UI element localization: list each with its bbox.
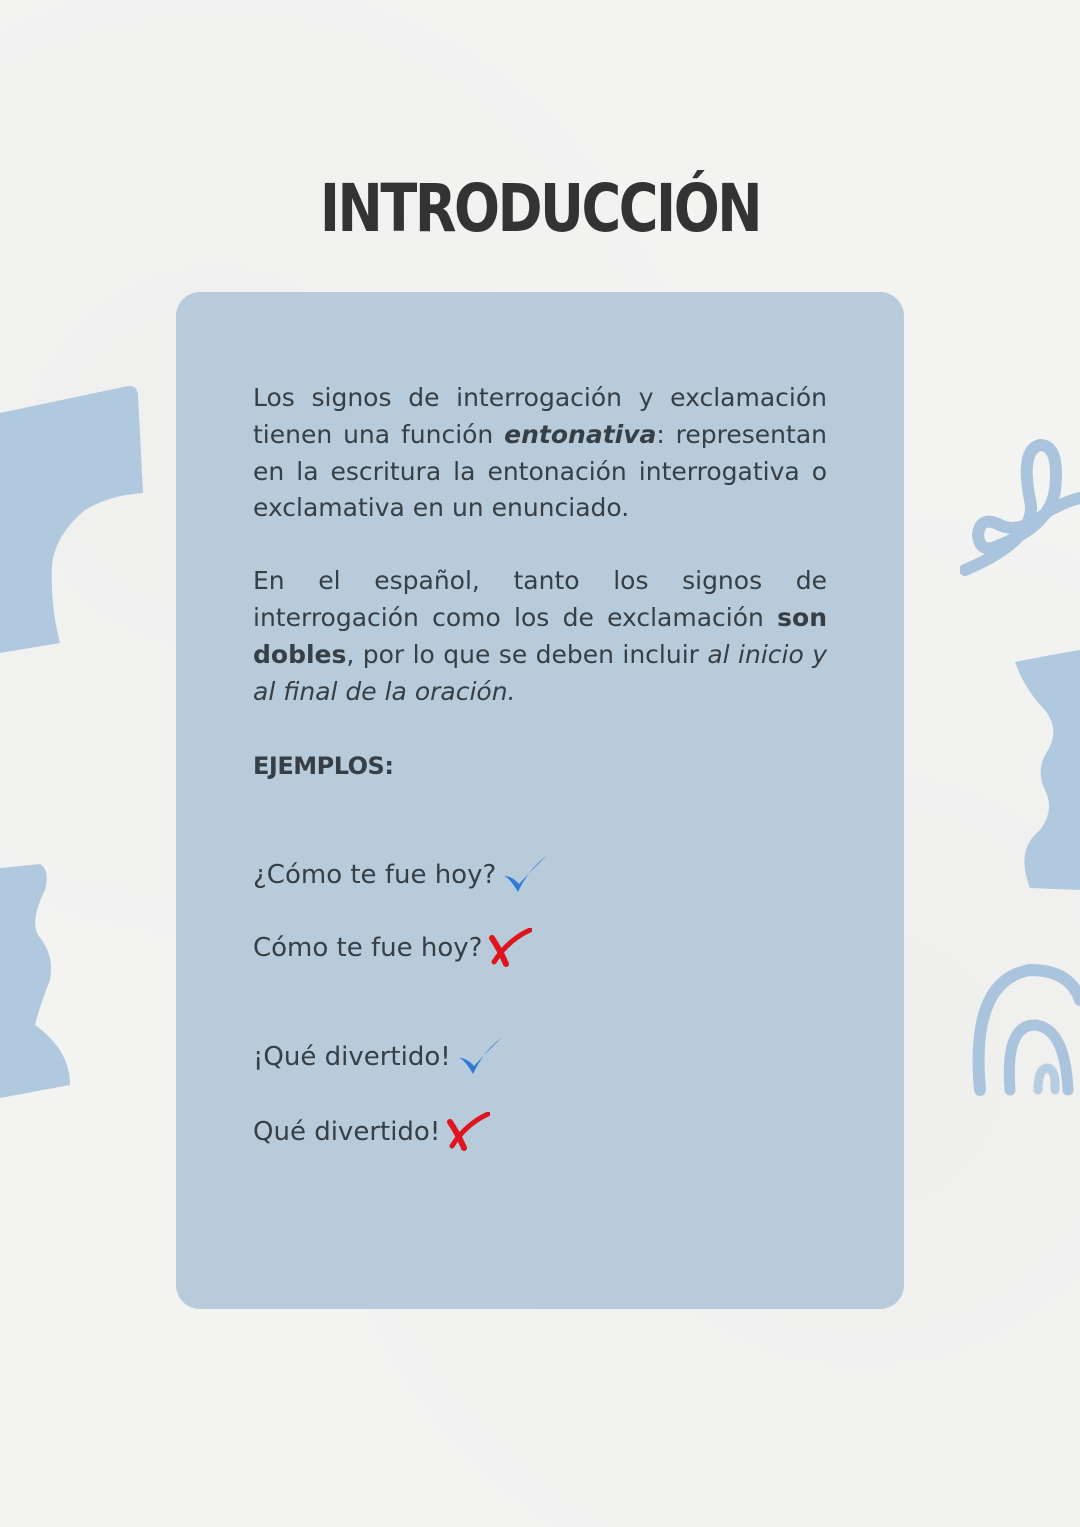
example-item xyxy=(253,1036,503,1078)
example-item xyxy=(253,928,532,968)
cross-icon xyxy=(488,928,532,968)
example-item xyxy=(253,1112,490,1152)
watercolor-block-shape-icon xyxy=(0,385,145,655)
card-content xyxy=(253,380,827,785)
paragraph2-italic: al inicio y al final de la oración. xyxy=(253,639,827,706)
example-text: Qué divertido! xyxy=(253,1117,441,1147)
example-text: ¡Qué divertido! xyxy=(253,1042,451,1072)
paragraph1-emphasis: entonativa xyxy=(504,419,657,449)
paragraph2-bold: son dobles xyxy=(253,602,827,669)
paragraph1-text: Los signos de interrogación y exclamación tienen una función xyxy=(253,383,827,449)
paragraph2-text-middle: , por lo que se deben incluir xyxy=(346,639,708,669)
paragraph1-text-end: : representan en la escritura la entonación interrogativa o exclamativa en un enunciado. xyxy=(253,419,827,523)
cross-icon xyxy=(446,1112,490,1152)
page-title: INTRODUCCIÓN xyxy=(319,170,761,247)
example-text: Cómo te fue hoy? xyxy=(253,933,483,963)
check-icon xyxy=(502,854,548,896)
paragraph2-text: En el español, tanto los signos de interrogación como los de exclamación xyxy=(253,566,827,632)
swirl-loop-icon xyxy=(960,430,1080,580)
watercolor-wave-shape-right-icon xyxy=(1010,650,1080,890)
paragraph-double-signs xyxy=(253,563,827,710)
examples-heading: EJEMPLOS: xyxy=(253,752,394,781)
check-icon xyxy=(457,1036,503,1078)
watercolor-wave-shape-left-icon xyxy=(0,860,75,1100)
rainbow-arch-icon xyxy=(960,940,1080,1100)
paragraph-function xyxy=(253,380,827,527)
example-text: ¿Cómo te fue hoy? xyxy=(253,860,497,890)
example-item xyxy=(253,854,548,896)
